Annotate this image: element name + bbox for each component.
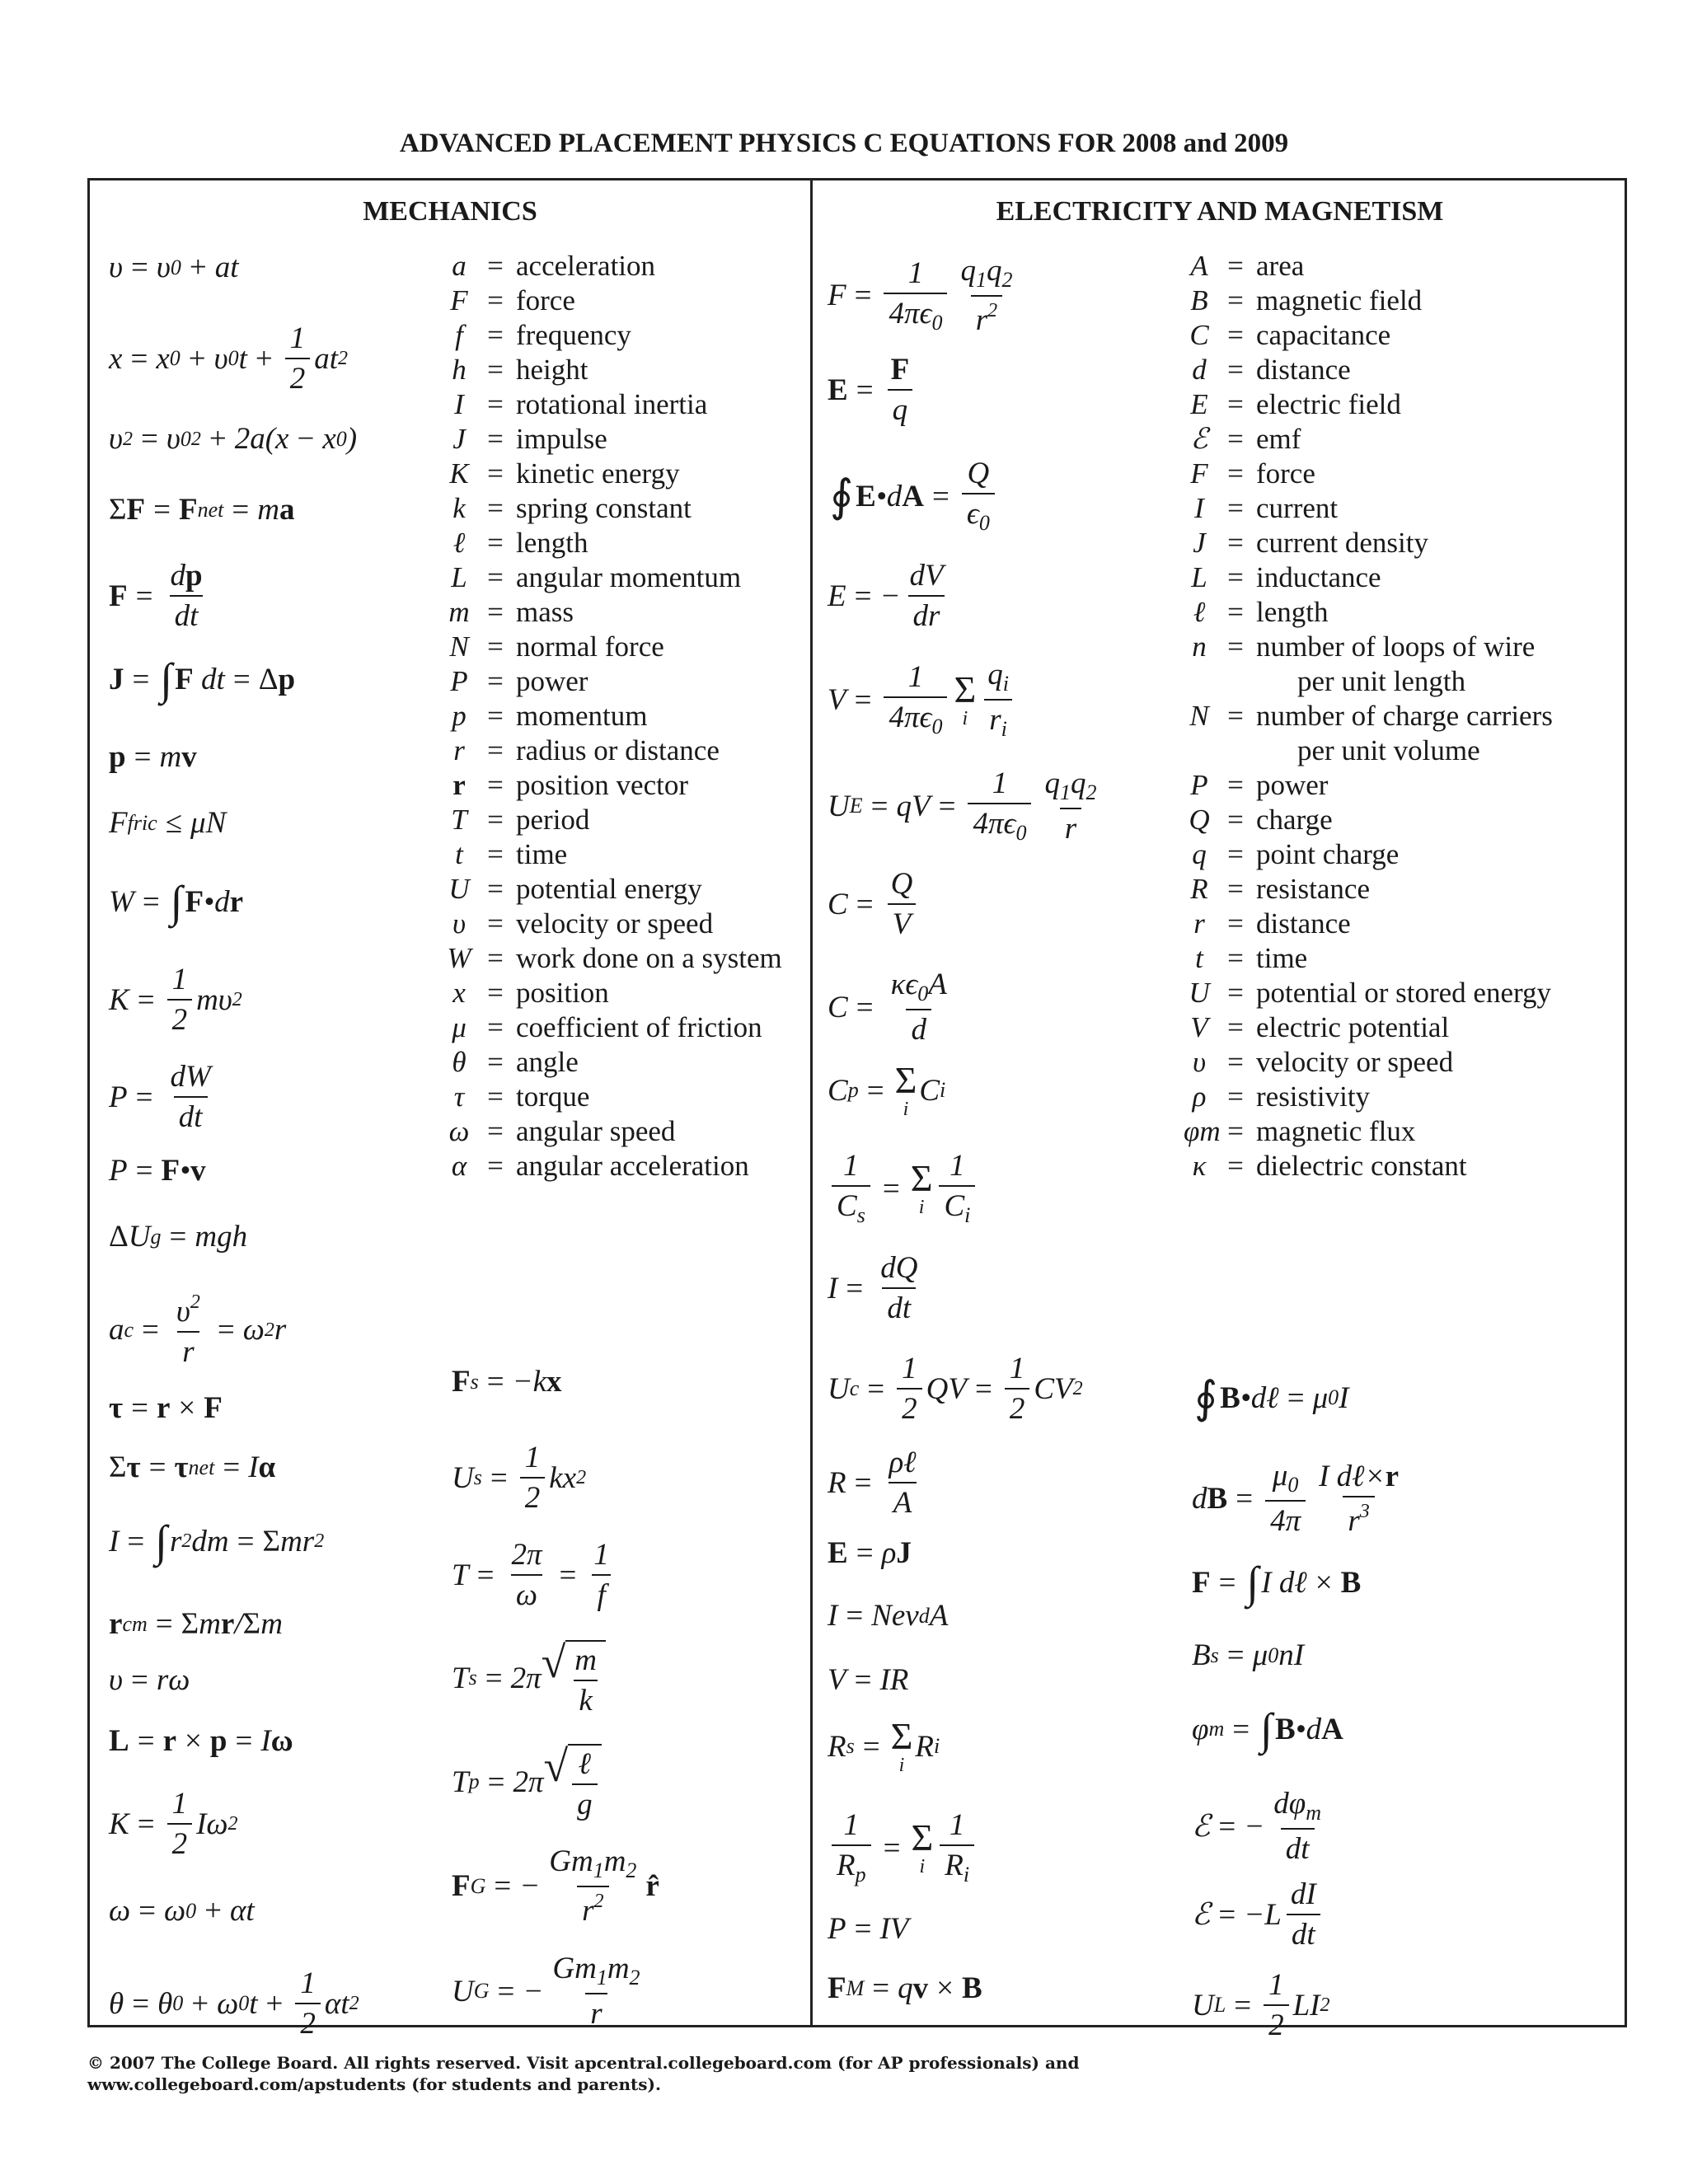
mech-eq-gravity-force: F G = − $\frac{Gm_1m_2}{r^2}$ r̂ [452,1844,659,1928]
list-item: T = period [451,804,590,836]
em-eq-capacitance: C = $\frac{Q}{V}$ [828,869,921,940]
list-item: U = potential energy [448,873,702,905]
list-item: ω = angular speed [448,1115,676,1147]
list-item: α = angular acceleration [451,1150,749,1182]
em-eq-magnetic-force: F M = q v × B [828,1971,982,2005]
list-item: V = electric potential [1190,1011,1450,1043]
mechanics-variable-list [443,249,782,1183]
mech-eq-power-fv: P = F • v [109,1154,206,1188]
mech-eq-grav-pe: Δ U g = mgh [109,1220,248,1254]
list-item: J = impulse [452,423,607,455]
list-item: d = distance [1192,354,1351,386]
list-item: τ = torque [453,1080,590,1113]
mech-eq-work: W = ∫ F •d r [109,877,244,926]
em-eq-ohm: V = IR [828,1663,909,1697]
list-item: N = number of charge carriers per unit volume [1189,700,1553,766]
mech-eq-angular-velocity: υ = rω [109,1663,190,1697]
em-eq-cap-energy: U c = $\frac{1}{2}$ QV = $\frac{1}{2}$ CV 2 [828,1352,1083,1426]
column-divider [810,178,813,2027]
list-item: ℰ = emf [1190,423,1301,455]
list-item: ℓ = length [452,527,588,559]
mech-eq-impulse: J = ∫ F dt = Δ p [109,654,296,704]
list-item: h = height [452,354,588,386]
list-item: P = power [1190,769,1329,801]
em-eq-biot-savart: d B = $\frac{\mu_0}{4\pi}$ $\frac{\text{I dℓ×r}}{r^3}$ [1192,1459,1399,1538]
list-item: W = work done on a system [447,942,782,974]
list-item: κ = dielectric constant [1192,1150,1467,1182]
em-eq-inductor-energy: U L = $\frac{1}{2}$ LI 2 [1192,1968,1330,2042]
mech-eq-newton2: Σ F = F net = m a [109,493,295,527]
mech-eq-omega: ω = ω 0 + αt [109,1894,255,1928]
mech-eq-friction: F fric ≤ μN [109,806,227,840]
mech-eq-inertia: I = ∫ r 2 dm = Σ mr 2 [109,1516,325,1566]
list-item: a = acceleration [452,250,656,282]
mech-eq-spring-force: F s = −k x [452,1365,562,1399]
em-eq-electric-field: E = $\frac{F}{q}$ [828,354,918,425]
list-item: P = power [450,665,588,697]
footer-line-2: www.collegeboard.com/apstudents (for students and parents). [87,2074,661,2094]
list-item: L = angular momentum [451,561,742,593]
footer-line-1: © 2007 The College Board. All rights reserved. Visit apcentral.collegeboard.com (for AP professionals) and [87,2053,1080,2073]
em-eq-field-gradient: E = − $\frac{dV}{dr}$ [828,559,944,633]
list-item: r = radius or distance [453,734,720,766]
copyright-footer [87,2052,1079,2095]
list-item: υ = velocity or speed [1192,1046,1454,1078]
list-item: n = number of loops of wire per unit length [1192,630,1536,697]
mech-eq-period: T = $\frac{2\pi}{\omega}$ = $\frac{1}{f}$ [452,1538,609,1612]
mech-eq-momentum: p = m v [109,740,197,774]
mech-eq-gravity-pe: U G = − $\frac{Gm_1m_2}{r}$ [452,1952,640,2031]
list-item: t = time [1195,942,1308,974]
em-eq-solenoid: B s = μ 0 nI [1192,1638,1305,1672]
em-heading: ELECTRICITY AND MAGNETISM [996,196,1444,227]
em-eq-res-series: R s = Σ i R i [828,1715,940,1776]
em-eq-drift-current: I = Nev d A [828,1599,949,1633]
em-eq-current: I = $\frac{dQ}{dt}$ [828,1251,918,1325]
em-eq-inductor-emf: ℰ = −L $\frac{dI}{dt}$ [1192,1879,1325,1950]
list-item: q = point charge [1192,838,1400,870]
list-item: ρ = resistivity [1192,1080,1371,1113]
mech-eq-force-dpdt: F = $\frac{dp}{dt}$ [109,559,203,633]
list-item: t = time [455,838,568,870]
mech-eq-spring-pe: U s = $\frac{1}{2}$ kx 2 [452,1441,587,1515]
list-item: F = force [450,284,575,316]
list-item: K = kinetic energy [449,457,680,490]
em-eq-potential: V = $\frac{1}{4\pi\epsilon_0}$ Σ i $\frac{q_i}{r_i}$ [828,659,1018,740]
list-item: L = inductance [1191,561,1381,593]
list-item: I = rotational inertia [454,388,708,420]
em-eq-cap-series: $\frac{1}{C_s}$ = Σ i $\frac{1}{C_i}$ [828,1151,979,1226]
em-eq-coulomb: F = $\frac{1}{4\pi\epsilon_0}$ $\frac{q_1q_2}{r^2}$ [828,254,1013,337]
em-eq-gauss: ∮ E •d A = $\frac{Q}{\epsilon_0}$ [828,458,999,534]
em-eq-faraday: ℰ = − $\frac{d\varphi_m}{dt}$ [1192,1787,1322,1866]
list-item: φm = magnetic flux [1184,1115,1416,1147]
em-eq-force-wire: F = ∫ I dℓ × B [1192,1558,1362,1607]
mech-eq-power-dwdt: P = $\frac{dW}{dt}$ [109,1060,211,1134]
list-item: Q = charge [1189,804,1333,836]
em-variable-list [1184,249,1553,1183]
mech-eq-centripetal: a c = $\frac{\upsilon^2}{r}$ = ω 2 r [109,1291,287,1369]
em-eq-cap-parallel: C p = Σ i C i [828,1059,946,1120]
list-item: U = potential or stored energy [1189,977,1551,1009]
list-item: R = resistance [1190,873,1370,905]
list-item: p = momentum [452,700,648,732]
mechanics-heading: MECHANICS [363,196,537,227]
mech-eq-angular-momentum: L = r × p = I ω [109,1724,293,1758]
mech-eq-velocity: υ = υ 0 + at [109,251,239,284]
mech-eq-position: x = x 0 + υ 0 t + $\frac{1}{2}$ at 2 [109,321,349,396]
mech-eq-rot-ke: K = $\frac{1}{2}$ Iω 2 [109,1787,238,1861]
list-item: E = electric field [1190,388,1401,420]
em-eq-ampere: ∮ B •dℓ = μ 0 I [1194,1373,1349,1422]
em-eq-electric-pe: U E = qV = $\frac{1}{4\pi\epsilon_0}$ $\frac{q_1q_2}{r}$ [828,766,1097,846]
list-item: r = distance [1193,907,1351,940]
mech-eq-theta: θ = θ 0 + ω 0 t + $\frac{1}{2}$ αt 2 [109,1966,359,2041]
em-eq-resistance: R = $\frac{\text{ρℓ}}{A}$ [828,1446,917,1520]
list-item: N = normal force [449,630,664,663]
list-item: A = area [1190,250,1305,282]
mech-eq-center-mass: r cm = Σ m r / Σ m [109,1607,283,1641]
mech-eq-kinetic: K = $\frac{1}{2}$ mυ 2 [109,963,242,1037]
mech-eq-net-torque: Σ τ = τ net = I α [109,1451,276,1484]
mech-eq-velocity-squared: υ 2 = υ 0 2 + 2a(x − x 0 ) [109,422,358,456]
em-eq-res-parallel: $\frac{1}{R_p}$ = Σ i $\frac{1}{R_i}$ [828,1810,978,1886]
list-item: f = frequency [455,319,631,351]
list-item: m = mass [448,596,574,628]
em-eq-flux: φ m = ∫ B •d A [1192,1704,1343,1754]
list-item: F = force [1190,457,1315,490]
mech-eq-torque: τ = r × F [109,1391,223,1425]
list-item: k = spring constant [452,492,692,524]
list-item: ℓ = length [1193,596,1329,628]
list-item: J = current density [1193,527,1428,559]
list-item: I = current [1194,492,1339,524]
page-title: ADVANCED PLACEMENT PHYSICS C EQUATIONS FOR 2008 and 2009 [399,129,1289,158]
list-item: C = capacitance [1189,319,1391,351]
list-item: μ = coefficient of friction [452,1011,762,1043]
em-eq-power: P = IV [828,1912,909,1946]
em-eq-ohm-micro: E = ρ J [828,1536,912,1570]
list-item: υ = velocity or speed [452,907,714,940]
mech-eq-spring-period: T s = 2π √ $\frac{m}{k}$ [452,1640,606,1716]
list-item: x = position [452,977,609,1009]
mech-eq-pendulum-period: T p = 2π √ $\frac{\text{ℓ}}{g}$ [452,1744,602,1820]
em-eq-parallel-plate: C = $\frac{\kappa\epsilon_0A}{d}$ [828,968,947,1047]
list-item: r = position vector [452,769,688,801]
list-item: B = magnetic field [1190,284,1423,316]
list-item: θ = angle [452,1046,579,1078]
